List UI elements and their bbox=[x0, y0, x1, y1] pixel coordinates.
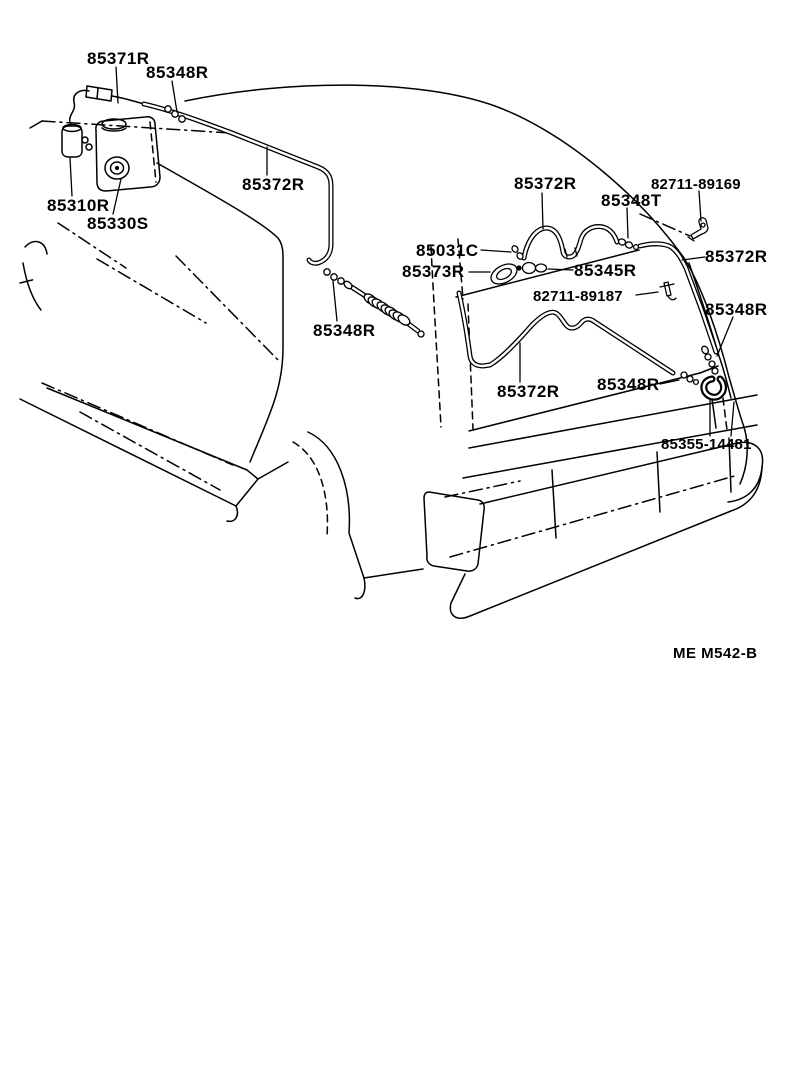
part-label-85373r: 85373R bbox=[402, 262, 465, 281]
clip-82711-89187 bbox=[660, 282, 676, 300]
part-label-85031c: 85031C bbox=[416, 241, 479, 260]
part-label-85310r: 85310R bbox=[47, 196, 110, 215]
part-label-85348t: 85348T bbox=[601, 191, 662, 210]
rear-washer-nozzle bbox=[704, 379, 724, 397]
figure-code: ME M542-B bbox=[673, 645, 758, 662]
washer-hoses bbox=[144, 104, 716, 373]
valve-85345r bbox=[517, 263, 547, 274]
part-label-85348r-pillar: 85348R bbox=[705, 300, 768, 319]
part-label-85372r-top: 85372R bbox=[514, 174, 577, 193]
part-label-85348r-tank: 85348R bbox=[146, 63, 209, 82]
part-label-85355-14481: 85355-14481 bbox=[661, 436, 752, 453]
clip-82711-89169 bbox=[688, 218, 708, 241]
joint-85348t bbox=[618, 238, 639, 249]
grommet-85373r bbox=[488, 260, 521, 288]
body-solid-lines bbox=[20, 85, 763, 618]
part-label-85330s: 85330S bbox=[87, 214, 149, 233]
part-label-85348r-mid: 85348R bbox=[313, 321, 376, 340]
clip-85031c bbox=[511, 245, 524, 261]
body-hidden-lines bbox=[150, 122, 727, 536]
part-label-85372r-pillar: 85372R bbox=[705, 247, 768, 266]
hose-connector bbox=[86, 86, 112, 101]
body-phantom-lines bbox=[20, 121, 738, 557]
part-label-85372r-lower: 85372R bbox=[497, 382, 560, 401]
part-label-85371r: 85371R bbox=[87, 49, 150, 68]
part-label-82711-89169: 82711-89169 bbox=[651, 176, 741, 193]
part-label-85372r-roof: 85372R bbox=[242, 175, 305, 194]
part-label-85345r: 85345R bbox=[574, 261, 637, 280]
lower-hose bbox=[459, 293, 673, 373]
part-label-85348r-lower: 85348R bbox=[597, 375, 660, 394]
part-label-82711-89187: 82711-89187 bbox=[533, 288, 623, 305]
